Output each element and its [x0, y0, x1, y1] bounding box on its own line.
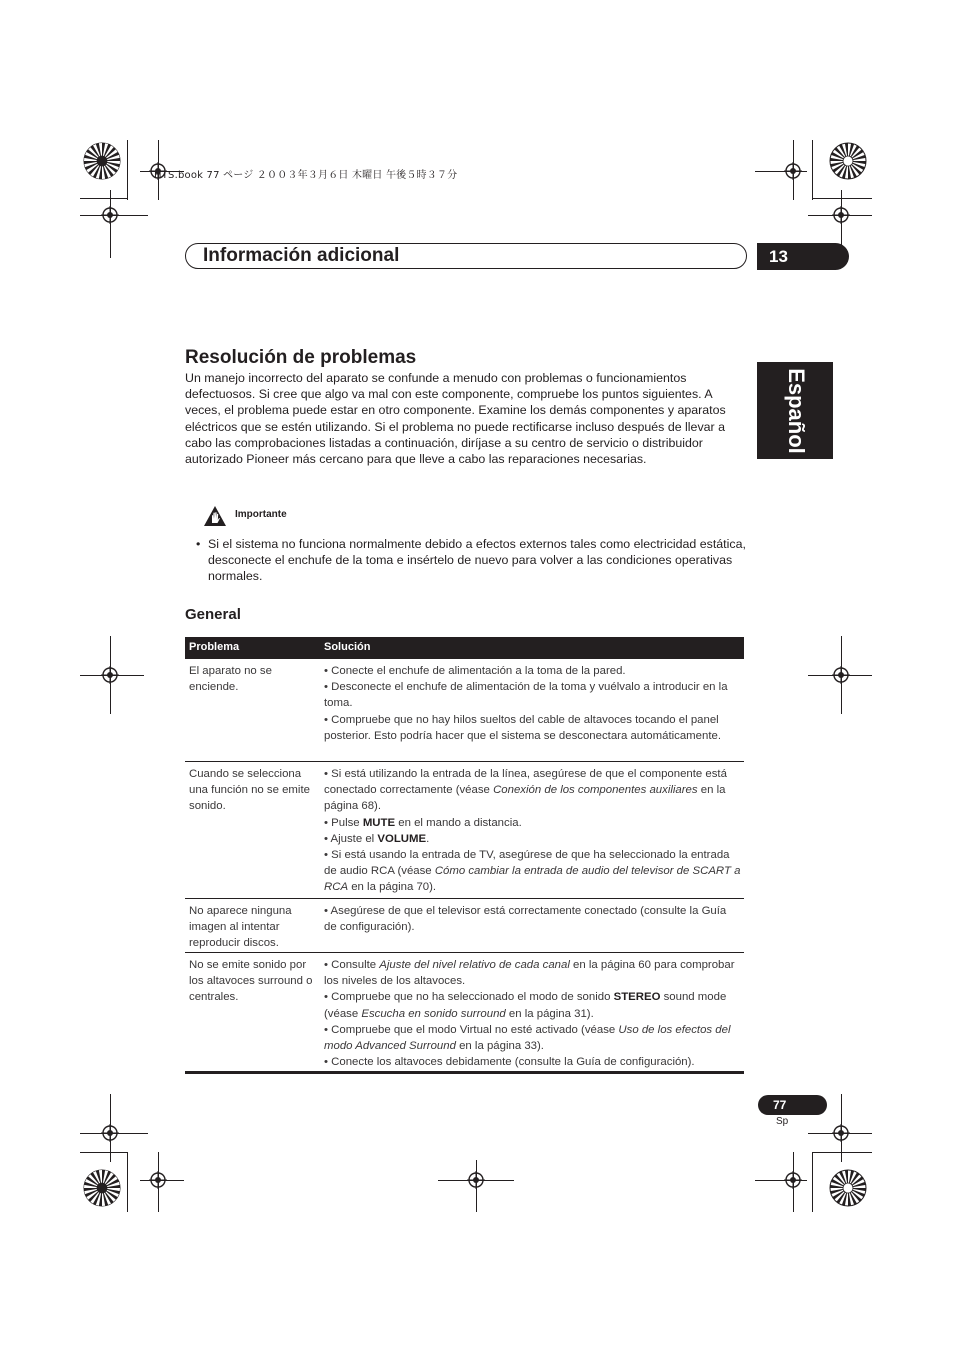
print-header: HTS.book 77 ページ ２００３年３月６日 木曜日 午後５時３７分 [154, 170, 458, 181]
registration-target-icon [101, 206, 119, 224]
chapter-title: Información adicional [203, 245, 400, 266]
problem-cell: El aparato no se enciende. [189, 665, 272, 693]
registration-target-icon [832, 666, 850, 684]
intro-text: Un manejo incorrecto del aparato se confunde a menudo con problemas o funcionamientos defectuosos. Si cree que algo va mal con este componente, compruebe los puntos siguientes. A veces, el problema puede estar en otro componente. Examine los demás componentes y aparatos eléctricos que se estén utilizando. Si el problema no puede rectificarse incluso después de llevar a cabo las comprobaciones listadas a continuación, diríjase a su centro de servicio o distribuidor autorizado Pioneer más cercano para que lleve a cabo las reparaciones necesarias. [185, 371, 726, 467]
solution-item: • Conecte los altavoces debidamente (consulte la Guía de configuración). [324, 1056, 695, 1069]
table-header [185, 637, 744, 659]
solution-item: • Ajuste el VOLUME. [324, 832, 430, 845]
column-header-problem: Problema [189, 641, 240, 653]
registration-wheel-icon [829, 142, 867, 180]
general-title: General [185, 606, 241, 623]
solution-item: • Si está usando la entrada de TV, asegúrese de que ha seleccionado la entrada de audio RCA (véase Cómo cambiar la entrada de audio del televisor de SCART a RCA en la página 70). [324, 849, 741, 894]
registration-wheel-icon [83, 142, 121, 180]
solution-cell [324, 663, 742, 744]
solution-item: • Compruebe que no hay hilos sueltos del cable de altavoces tocando el panel posterior. Esto podría hacer que el sistema se desconectara automáticamente. [324, 713, 721, 742]
solution-item: • Compruebe que el modo Virtual no esté activado (véase Uso de los efectos del modo Advanced Surround en la página 33). [324, 1023, 731, 1053]
solution-item: • Compruebe que no ha seleccionado el modo de sonido STEREO sound mode (véase Escucha en sonido surround en la página 31). [324, 991, 727, 1020]
section-title: Resolución de problemas [185, 347, 417, 368]
intro-paragraph [185, 370, 747, 467]
registration-target-icon [832, 206, 850, 224]
solution-item: • Conecte el enchufe de alimentación a la toma de la pared. [324, 665, 626, 677]
table-row [185, 762, 744, 899]
chapter-number: 13 [757, 243, 849, 270]
column-header-solution: Solución [324, 641, 371, 653]
solution-cell [324, 766, 742, 896]
solution-item: • Pulse MUTE en el mando a distancia. [324, 816, 522, 829]
registration-wheel-icon [83, 1169, 121, 1207]
registration-target-icon [101, 1124, 119, 1142]
page-language-code: Sp [776, 1116, 789, 1127]
solution-item: • Asegúrese de que el televisor está correctamente conectado (consulte la Guía de configuración). [324, 905, 727, 934]
problem-cell: No aparece ninguna imagen al intentar reproducir discos. [189, 905, 292, 949]
important-label: Importante [235, 509, 287, 520]
solution-cell [324, 903, 742, 935]
registration-target-icon [784, 162, 802, 180]
troubleshooting-table [185, 637, 744, 1074]
table-row [185, 953, 744, 1074]
table-row [185, 899, 744, 953]
page-number: 77 [758, 1095, 827, 1115]
solution-item: • Si está utilizando la entrada de la línea, asegúrese de que el componente está conectado correctamente (véase Conexión de los componentes auxiliares en la página 68). [324, 768, 727, 813]
solution-cell [324, 957, 742, 1070]
warning-hand-icon [203, 505, 227, 527]
registration-target-icon [467, 1171, 485, 1189]
registration-target-icon [101, 666, 119, 684]
problem-cell: Cuando se selecciona una función no se emite sonido. [189, 768, 310, 812]
solution-item: • Desconecte el enchufe de alimentación de la toma y vuélvalo a introducir en la toma. [324, 681, 728, 710]
bullet-dot: • [196, 537, 201, 551]
registration-target-icon [832, 1124, 850, 1142]
table-row [185, 659, 744, 762]
registration-target-icon [784, 1171, 802, 1189]
problem-cell: No se emite sonido por los altavoces surround o centrales. [189, 959, 313, 1003]
registration-target-icon [149, 1171, 167, 1189]
language-tab-label: Español [784, 368, 809, 454]
important-text: Si el sistema no funciona normalmente debido a efectos externos tales como electricidad estática, desconecte el enchufe de la toma e insértelo de nuevo para volver a las condiciones operativas normales. [208, 537, 746, 584]
registration-wheel-icon [829, 1169, 867, 1207]
solution-item: • Consulte Ajuste del nivel relativo de cada canal en la página 60 para comprobar los niveles de los altavoces. [324, 959, 735, 988]
